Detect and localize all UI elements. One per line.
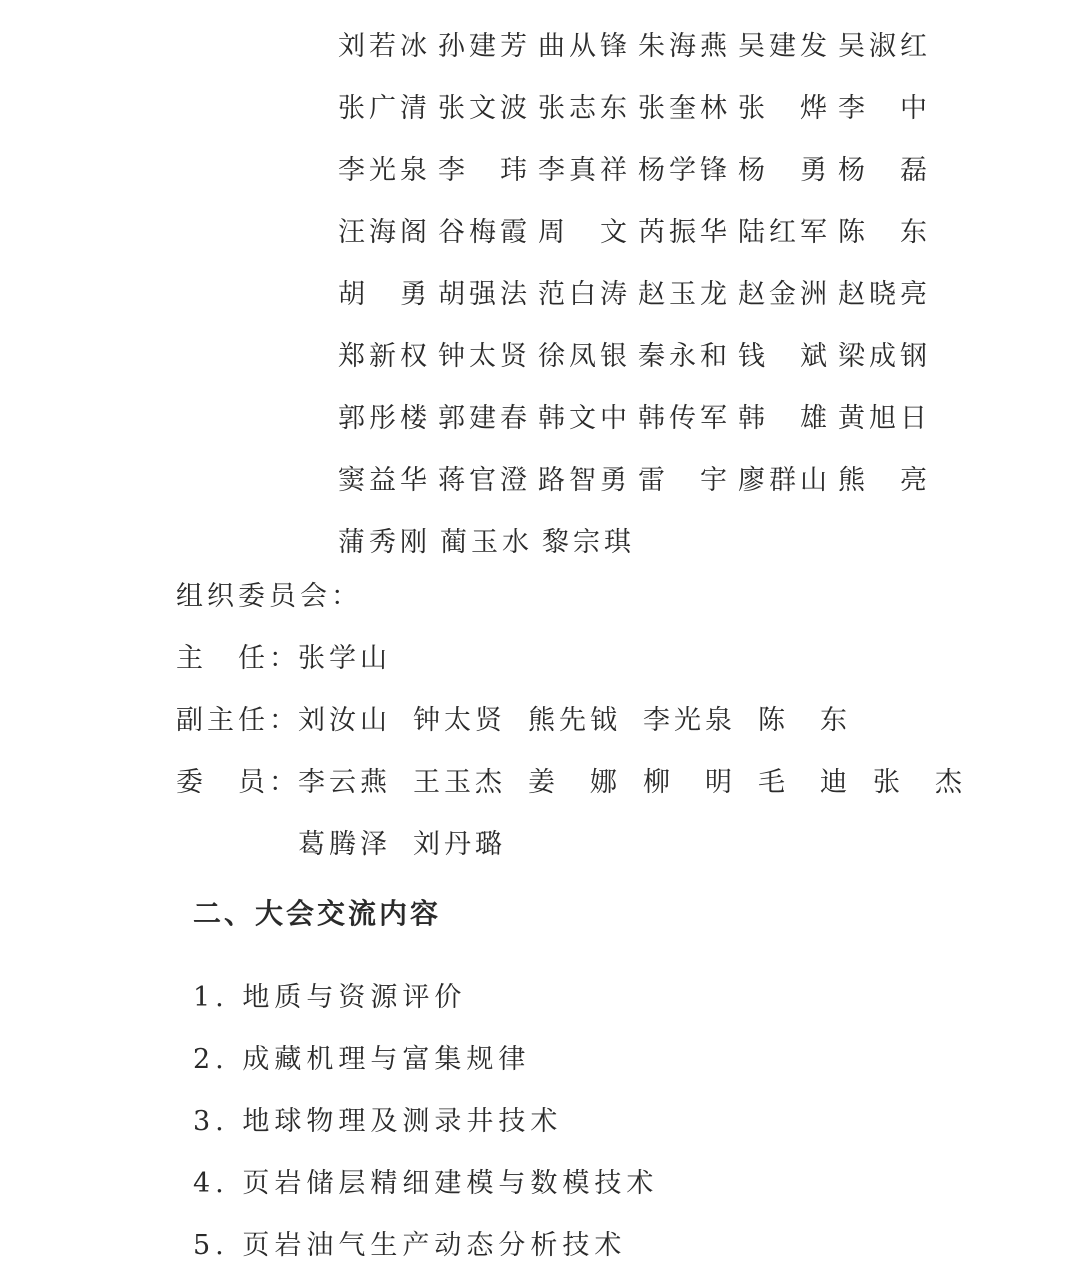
member-name: 张 杰: [873, 767, 966, 798]
committee-name-row: [338, 384, 938, 446]
committee-member-name: 赵玉龙: [638, 278, 731, 310]
committee-member-name: 秦永和: [638, 340, 731, 372]
committee-member-name: 窦益华: [338, 464, 431, 496]
committee-member-name: 周 文: [538, 216, 631, 248]
committee-name-row: [338, 508, 938, 570]
committee-member-name: 钱 斌: [738, 340, 831, 372]
committee-member-name: 张奎林: [638, 92, 731, 124]
committee-member-name: 曲从锋: [538, 30, 631, 62]
committee-member-name: 陈 东: [838, 216, 931, 248]
committee-member-name: 黄旭日: [838, 402, 931, 434]
committee-member-name: 吴淑红: [838, 30, 931, 62]
member-name: 刘丹璐: [413, 829, 506, 860]
committee-member-name: 路智勇: [538, 464, 631, 496]
committee-member-name: 郑新权: [338, 340, 431, 372]
member-name: 李云燕: [298, 767, 391, 798]
topic-item: 2. 成藏机理与富集规律: [193, 1044, 531, 1075]
committee-member-name: 谷梅霞: [438, 216, 531, 248]
committee-name-row: [338, 446, 938, 508]
committee-member-name: 蔺玉水: [440, 526, 533, 558]
member-name: 王玉杰: [413, 767, 506, 798]
committee-name-row: [338, 260, 938, 322]
section-heading: 二、大会交流内容: [193, 897, 442, 930]
committee-member-name: 李光泉: [338, 154, 431, 186]
deputy-name: 刘汝山: [298, 705, 391, 736]
committee-member-name: 胡强法: [438, 278, 531, 310]
committee-member-name: 黎宗琪: [542, 526, 635, 558]
director-row: [176, 636, 413, 675]
committee-member-name: 张文波: [438, 92, 531, 124]
committee-member-name: 钟太贤: [438, 340, 531, 372]
committee-member-name: 张广清: [338, 92, 431, 124]
organizing-committee-title: 组织委员会：: [176, 581, 362, 612]
committee-member-name: 郭彤楼: [338, 402, 431, 434]
committee-member-name: 韩 雄: [738, 402, 831, 434]
committee-member-name: 李真祥: [538, 154, 631, 186]
director-name: 张学山: [298, 643, 391, 674]
committee-member-name: 杨 磊: [838, 154, 931, 186]
committee-member-name: 徐凤银: [538, 340, 631, 372]
committee-name-row: [338, 74, 938, 136]
committee-member-name: 张 烨: [738, 92, 831, 124]
member-name: 柳 明: [643, 767, 736, 798]
committee-member-name: 李 玮: [438, 154, 531, 186]
member-label: 委 员：: [176, 767, 300, 798]
deputy-name: 陈 东: [758, 705, 851, 736]
deputy-row: [176, 698, 873, 737]
committee-member-name: 张志东: [538, 92, 631, 124]
topic-item: 3. 地球物理及测录井技术: [193, 1106, 563, 1137]
committee-member-name: 雷 宇: [638, 464, 731, 496]
committee-member-name: 陆红军: [738, 216, 831, 248]
committee-member-name: 蒋官澄: [438, 464, 531, 496]
topic-item: 1. 地质与资源评价: [193, 982, 467, 1013]
committee-member-name: 汪海阁: [338, 216, 431, 248]
committee-member-name: 李 中: [838, 92, 931, 124]
director-label: 主 任：: [176, 643, 300, 674]
deputy-name: 李光泉: [643, 705, 736, 736]
committee-member-name: 刘若冰: [338, 30, 431, 62]
committee-member-name: 孙建芳: [438, 30, 531, 62]
deputy-label: 副主任：: [176, 705, 300, 736]
committee-name-row: [338, 198, 938, 260]
committee-member-name: 梁成钢: [838, 340, 931, 372]
committee-name-row: [338, 136, 938, 198]
deputy-name: 钟太贤: [413, 705, 506, 736]
committee-member-name: 胡 勇: [338, 278, 431, 310]
committee-name-row: [338, 12, 938, 74]
committee-name-row: [338, 322, 938, 384]
committee-member-name: 熊 亮: [838, 464, 931, 496]
deputy-name: 熊先钺: [528, 705, 621, 736]
committee-member-name: 杨学锋: [638, 154, 731, 186]
committee-member-name: 韩文中: [538, 402, 631, 434]
committee-member-name: 杨 勇: [738, 154, 831, 186]
member-row-continued: [298, 822, 528, 861]
committee-member-name: 范白涛: [538, 278, 631, 310]
member-name: 姜 娜: [528, 767, 621, 798]
topic-item: 4. 页岩储层精细建模与数模技术: [193, 1168, 659, 1199]
committee-member-name: 芮振华: [638, 216, 731, 248]
committee-member-name: 朱海燕: [638, 30, 731, 62]
member-name: 葛腾泽: [298, 829, 391, 860]
committee-member-name: 郭建春: [438, 402, 531, 434]
committee-member-name: 韩传军: [638, 402, 731, 434]
member-name: 毛 迪: [758, 767, 851, 798]
committee-member-name: 赵晓亮: [838, 278, 931, 310]
committee-name-grid: [338, 12, 938, 570]
member-row: [176, 760, 988, 799]
topic-item: 5. 页岩油气生产动态分析技术: [193, 1230, 627, 1261]
committee-member-name: 廖群山: [738, 464, 831, 496]
committee-member-name: 赵金洲: [738, 278, 831, 310]
committee-member-name: 吴建发: [738, 30, 831, 62]
committee-member-name: 蒲秀刚: [338, 526, 431, 558]
